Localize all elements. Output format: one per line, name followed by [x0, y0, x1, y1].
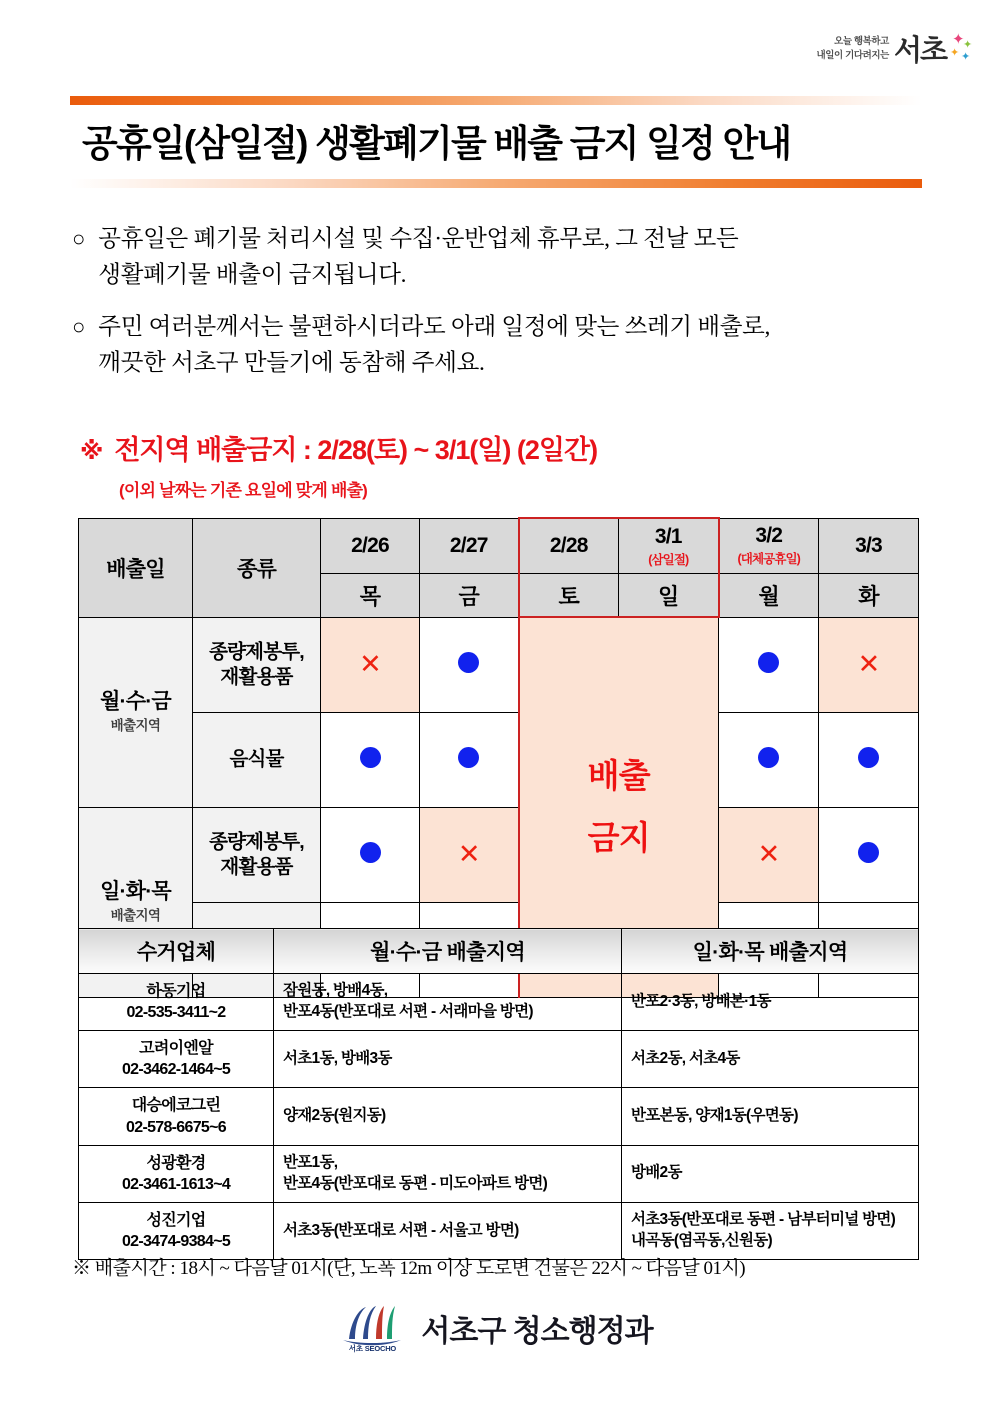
ban-notice: [80, 428, 597, 501]
seocho-emblem-icon: [339, 1303, 405, 1353]
table-row: [79, 807, 919, 902]
table-row: [79, 1088, 919, 1145]
company-header-mwf: 월·수·금 배출지역: [274, 929, 622, 974]
company-header-name: 수거업체: [79, 929, 274, 974]
date-value: 2/28: [549, 534, 588, 557]
reference-mark-icon: ※: [80, 438, 103, 465]
schedule-table-wrapper: [78, 517, 918, 998]
disposal-time-note: ※ 배출시간 : 18시 ~ 다음날 01시(단, 노폭 12m 이상 도로변 건물은 22시 ~ 다음날 01시): [72, 1258, 746, 1279]
circle-mark-icon: [360, 842, 381, 863]
bullet-item: [72, 222, 942, 293]
table-row: [79, 1145, 919, 1202]
area-line-1: 반포2·3동, 방배본·1동: [631, 992, 771, 1010]
mark-cell-o: [819, 807, 919, 902]
circle-mark-icon: [858, 842, 879, 863]
kind-line-2: 재활용품: [220, 855, 293, 878]
bullet-line-2: 깨끗한 서초구 만들기에 동참해 주세요.: [98, 350, 485, 377]
header-dow-4: 월: [719, 574, 819, 618]
company-name: 대승에코그린: [131, 1097, 221, 1115]
kind-line-1: 종량제봉투,: [209, 641, 304, 664]
area-line-1: 잠원동, 방배4동,: [283, 982, 388, 1000]
circle-mark-icon: [360, 747, 381, 768]
circle-mark-icon: [858, 747, 879, 768]
bullet-text: [98, 222, 738, 293]
footer-signature: [0, 1303, 992, 1353]
header-dow-1: 금: [420, 574, 519, 618]
company-area-mwf: [274, 1145, 622, 1202]
header-dow-3: 일: [619, 574, 719, 618]
ban-notice-text: 전지역 배출금지 : 2/28(토) ~ 3/1(일) (2일간): [114, 435, 598, 465]
header-dispatch-day: 배출일: [79, 518, 193, 617]
company-phone: 02-3462-1464~5: [121, 1061, 231, 1079]
waste-kind-cell: [193, 807, 321, 902]
area-line-1: 양재2동(원지동): [283, 1107, 386, 1125]
mark-cell-x: [420, 807, 519, 902]
kind-line-1: 음식물: [229, 748, 284, 771]
emblem-label: 서초 SEOCHO: [348, 1344, 397, 1353]
ban-line-1: 배출: [587, 756, 650, 794]
page-title: 공휴일(삼일절) 생활폐기물 배출 금지 일정 안내: [82, 123, 791, 164]
company-area-mwf: [274, 1031, 622, 1088]
header-dow-2: 토: [519, 574, 619, 618]
company-name: 성광환경: [146, 1154, 206, 1172]
group-days: 일·화·목: [100, 880, 171, 904]
area-line-2: 반포4동(반포대로 서편 - 서래마을 방면): [283, 1003, 533, 1021]
table-row: [79, 1202, 919, 1259]
group-sublabel: 배출지역: [110, 908, 161, 924]
company-phone: 02-3474-9384~5: [121, 1232, 231, 1250]
seocho-brand-logo: [817, 32, 973, 66]
kind-line-2: 재활용품: [220, 665, 293, 688]
company-area-mwf: [274, 974, 622, 1031]
area-line-1: 서초3동(반포대로 동편 - 남부터미널 방면): [631, 1211, 896, 1229]
area-line-1: 방배2동: [631, 1164, 682, 1182]
bullet-line-1: 주민 여러분께서는 불편하시더라도 아래 일정에 맞는 쓰레기 배출로,: [98, 314, 771, 341]
company-name-cell: [79, 1145, 274, 1202]
bullet-line-1: 공휴일은 폐기물 처리시설 및 수집·운반업체 휴무로, 그 전날 모든: [98, 226, 739, 252]
circle-mark-icon: [758, 652, 779, 673]
date-note: (삼일절): [648, 552, 689, 567]
kind-line-1: 종량제봉투,: [209, 831, 304, 854]
title-rule-bottom: [70, 179, 922, 188]
mark-cell-o: [719, 617, 819, 712]
mark-cell-x: [321, 617, 420, 712]
ban-notice-sub: (이외 날짜는 기존 요일에 맞게 배출): [119, 481, 368, 500]
table-row: [79, 974, 919, 1031]
company-header-row: [79, 929, 919, 974]
company-table: [78, 928, 919, 1260]
company-name-cell: [79, 974, 274, 1031]
company-name: 고려이엔알: [139, 1040, 213, 1058]
cross-mark-icon: ✕: [757, 839, 780, 869]
header-waste-kind: 종류: [193, 518, 321, 617]
schedule-table: [78, 517, 919, 998]
date-value: 2/26: [351, 533, 389, 557]
circle-mark-icon: [758, 747, 779, 768]
title-block: [70, 96, 922, 188]
company-area-mwf: [274, 1088, 622, 1145]
brand-slogan-line2: 내일이 기다려지는: [816, 50, 889, 61]
company-header-stt: 일·화·목 배출지역: [622, 929, 919, 974]
mark-cell-o: [719, 712, 819, 807]
circle-mark-icon: [458, 652, 479, 673]
table-row: [79, 1031, 919, 1088]
schedule-header-row-dates: [79, 518, 919, 574]
company-name-cell: [79, 1202, 274, 1259]
mark-cell-x: [819, 617, 919, 712]
mark-cell-x: [719, 807, 819, 902]
brand-slogan-line1: 오늘 행복하고: [834, 36, 889, 48]
company-area-mwf: [274, 1202, 622, 1259]
area-line-1: 반포본동, 양재1동(우면동): [631, 1107, 798, 1125]
area-line-2: 내곡동(염곡동,신원동): [631, 1231, 772, 1249]
ban-notice-main: [80, 428, 597, 467]
date-value: 2/27: [449, 533, 488, 557]
cross-mark-icon: ✕: [359, 649, 381, 679]
waste-kind-cell: [193, 712, 321, 807]
area-line-2: 반포4동(반포대로 동편 - 미도아파트 방면): [283, 1174, 548, 1192]
company-area-stt: [622, 1031, 919, 1088]
date-value: 3/3: [855, 533, 882, 557]
company-area-stt: [622, 974, 919, 1031]
date-value: 3/2: [755, 524, 783, 548]
bullet-text: [98, 310, 770, 381]
company-area-stt: [622, 1202, 919, 1259]
title-rule-top: [70, 96, 922, 105]
company-area-stt: [622, 1088, 919, 1145]
company-phone: 02-578-6675~6: [126, 1118, 226, 1136]
waste-kind-cell: [193, 617, 321, 712]
bullet-item: [72, 310, 942, 381]
group-days: 월·수·금: [100, 690, 171, 714]
area-line-1: 서초2동, 서초4동: [631, 1049, 740, 1067]
company-name-cell: [79, 1031, 274, 1088]
bullet-line-2: 생활폐기물 배출이 금지됩니다.: [98, 261, 407, 288]
company-name: 성진기업: [146, 1211, 206, 1229]
company-phone: 02-3461-1613~4: [121, 1175, 231, 1193]
header-date-4: [719, 518, 819, 574]
circle-mark-icon: [458, 747, 479, 768]
area-line-1: 서초3동(반포대로 서편 - 서울고 방면): [283, 1221, 519, 1239]
circle-bullet-icon: ○: [72, 314, 86, 340]
mark-cell-o: [420, 712, 519, 807]
date-value: 3/1: [654, 524, 682, 548]
area-line-1: 반포1동,: [283, 1154, 338, 1171]
header-dow-0: 목: [321, 574, 420, 618]
company-name-cell: [79, 1088, 274, 1145]
header-dow-5: 화: [819, 574, 919, 618]
brand-name: 서초: [893, 35, 946, 67]
intro-bullets: [72, 222, 942, 399]
header-date-0: [321, 518, 420, 574]
area-line-1: 서초1동, 방배3동: [283, 1049, 392, 1067]
mark-cell-o: [321, 807, 420, 902]
header-date-3: [619, 518, 719, 574]
table-row: [79, 712, 919, 807]
header-date-2: [519, 518, 619, 574]
group-sublabel: 배출지역: [110, 718, 161, 734]
circle-bullet-icon: ○: [72, 226, 86, 251]
department-name: 서초구 청소행정과: [421, 1315, 653, 1348]
company-phone: 02-535-3411~2: [126, 1004, 226, 1022]
table-row: [79, 617, 919, 712]
company-name: 하동기업: [146, 983, 206, 1000]
brand-slogan: [817, 35, 889, 63]
date-note: (대체공휴일): [737, 552, 800, 567]
mark-cell-o: [321, 712, 420, 807]
mark-cell-o: [819, 712, 919, 807]
mark-cell-o: [420, 617, 519, 712]
cross-mark-icon: ✕: [857, 649, 880, 679]
cross-mark-icon: ✕: [457, 839, 480, 869]
header-date-5: [819, 518, 919, 574]
group-label-0: [79, 617, 193, 807]
ban-line-2: 금지: [587, 819, 650, 857]
header-date-1: [420, 518, 519, 574]
star-cluster-icon: ✦ ✦ ✦ ✦: [950, 31, 973, 63]
company-table-wrapper: [78, 928, 918, 1260]
brand-mark: [894, 32, 972, 66]
company-area-stt: [622, 1145, 919, 1202]
